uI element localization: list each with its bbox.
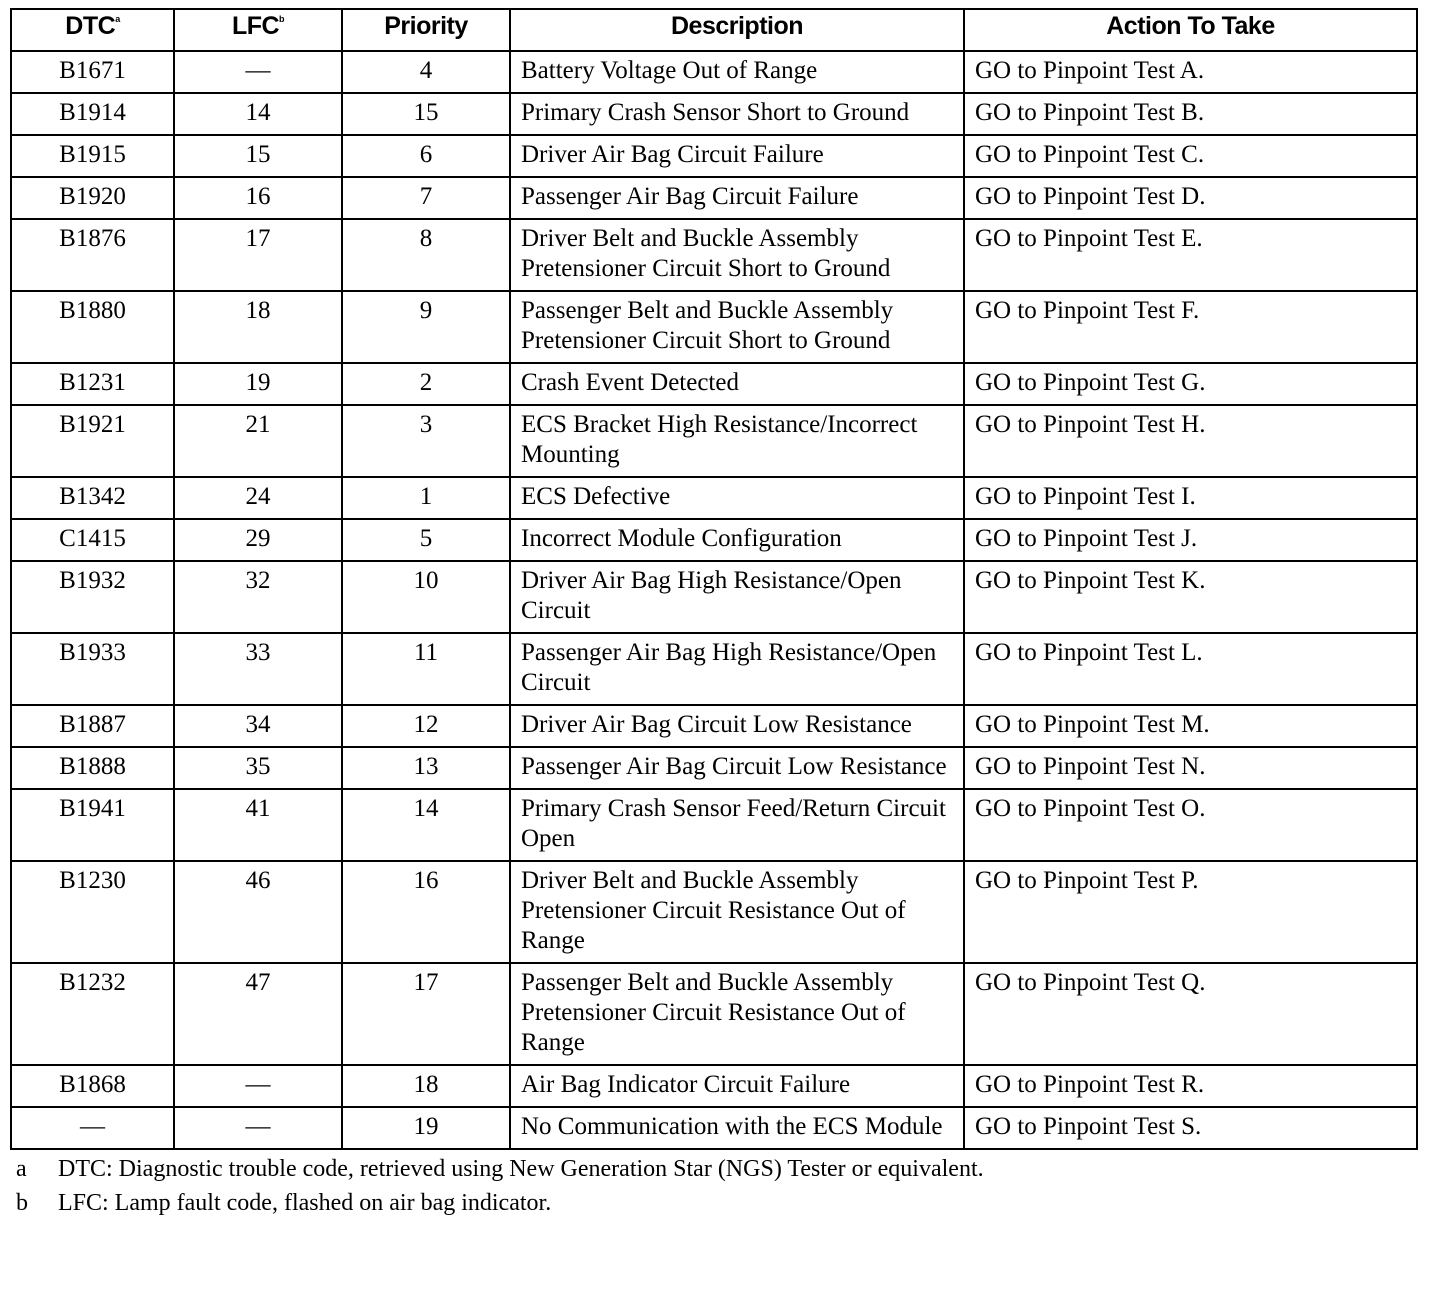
table-row: [11, 789, 1417, 861]
cell-action: GO to Pinpoint Test C.: [964, 135, 1417, 177]
table-row: [11, 219, 1417, 291]
cell-description: ECS Bracket High Resistance/Incorrect Mounting: [510, 405, 964, 477]
cell-action: GO to Pinpoint Test D.: [964, 177, 1417, 219]
cell-description: Driver Air Bag Circuit Low Resistance: [510, 705, 964, 747]
cell-lfc: —: [174, 51, 342, 93]
header-description: Description: [510, 9, 964, 51]
cell-dtc: B1232: [11, 963, 174, 1065]
cell-lfc: 15: [174, 135, 342, 177]
cell-dtc: B1933: [11, 633, 174, 705]
cell-priority: 4: [342, 51, 510, 93]
cell-priority: 14: [342, 789, 510, 861]
cell-priority: 12: [342, 705, 510, 747]
cell-description: No Communication with the ECS Module: [510, 1107, 964, 1149]
cell-action: GO to Pinpoint Test G.: [964, 363, 1417, 405]
cell-priority: 18: [342, 1065, 510, 1107]
table-body: [11, 51, 1417, 1149]
cell-dtc: B1868: [11, 1065, 174, 1107]
cell-action: GO to Pinpoint Test N.: [964, 747, 1417, 789]
cell-lfc: 33: [174, 633, 342, 705]
cell-priority: 13: [342, 747, 510, 789]
cell-action: GO to Pinpoint Test R.: [964, 1065, 1417, 1107]
cell-description: Driver Belt and Buckle Assembly Pretensioner Circuit Resistance Out of Range: [510, 861, 964, 963]
cell-lfc: 32: [174, 561, 342, 633]
footnote-mark-a: a: [115, 14, 120, 24]
cell-priority: 10: [342, 561, 510, 633]
table-row: [11, 51, 1417, 93]
table-row: [11, 861, 1417, 963]
table-row: [11, 477, 1417, 519]
cell-action: GO to Pinpoint Test K.: [964, 561, 1417, 633]
cell-lfc: 34: [174, 705, 342, 747]
cell-priority: 15: [342, 93, 510, 135]
dtc-reference-page: [10, 8, 1418, 1218]
cell-dtc: B1671: [11, 51, 174, 93]
cell-priority: 2: [342, 363, 510, 405]
cell-description: Passenger Air Bag Circuit Low Resistance: [510, 747, 964, 789]
cell-priority: 5: [342, 519, 510, 561]
cell-lfc: —: [174, 1065, 342, 1107]
table-row: [11, 633, 1417, 705]
cell-action: GO to Pinpoint Test H.: [964, 405, 1417, 477]
footnote: [10, 1154, 1418, 1184]
table-row: [11, 405, 1417, 477]
cell-action: GO to Pinpoint Test M.: [964, 705, 1417, 747]
table-row: [11, 1107, 1417, 1149]
cell-description: Passenger Belt and Buckle Assembly Pretensioner Circuit Short to Ground: [510, 291, 964, 363]
cell-dtc: B1920: [11, 177, 174, 219]
cell-action: GO to Pinpoint Test L.: [964, 633, 1417, 705]
cell-description: Primary Crash Sensor Feed/Return Circuit Open: [510, 789, 964, 861]
cell-dtc: C1415: [11, 519, 174, 561]
table-row: [11, 519, 1417, 561]
cell-priority: 3: [342, 405, 510, 477]
cell-description: Incorrect Module Configuration: [510, 519, 964, 561]
cell-action: GO to Pinpoint Test S.: [964, 1107, 1417, 1149]
header-action: Action To Take: [964, 9, 1417, 51]
header-row: [11, 9, 1417, 51]
cell-lfc: 14: [174, 93, 342, 135]
table-row: [11, 177, 1417, 219]
cell-dtc: B1888: [11, 747, 174, 789]
cell-dtc: B1876: [11, 219, 174, 291]
cell-lfc: 35: [174, 747, 342, 789]
cell-description: Driver Air Bag Circuit Failure: [510, 135, 964, 177]
footnote-marker: b: [16, 1190, 28, 1216]
cell-action: GO to Pinpoint Test I.: [964, 477, 1417, 519]
table-row: [11, 93, 1417, 135]
cell-lfc: 29: [174, 519, 342, 561]
cell-description: Driver Air Bag High Resistance/Open Circuit: [510, 561, 964, 633]
cell-priority: 7: [342, 177, 510, 219]
cell-lfc: 41: [174, 789, 342, 861]
cell-action: GO to Pinpoint Test Q.: [964, 963, 1417, 1065]
footnote: [10, 1188, 1418, 1218]
cell-dtc: B1932: [11, 561, 174, 633]
cell-action: GO to Pinpoint Test F.: [964, 291, 1417, 363]
cell-description: Passenger Air Bag High Resistance/Open Circuit: [510, 633, 964, 705]
header-lfc: LFC$^b$: [174, 9, 342, 51]
table-row: [11, 747, 1417, 789]
cell-dtc: B1342: [11, 477, 174, 519]
cell-lfc: —: [174, 1107, 342, 1149]
cell-description: Battery Voltage Out of Range: [510, 51, 964, 93]
cell-lfc: 19: [174, 363, 342, 405]
cell-action: GO to Pinpoint Test A.: [964, 51, 1417, 93]
cell-lfc: 46: [174, 861, 342, 963]
table-row: [11, 363, 1417, 405]
cell-priority: 19: [342, 1107, 510, 1149]
table-row: [11, 561, 1417, 633]
cell-priority: 11: [342, 633, 510, 705]
footnote-marker: a: [16, 1156, 27, 1182]
cell-priority: 9: [342, 291, 510, 363]
cell-lfc: 17: [174, 219, 342, 291]
dtc-table: [10, 8, 1418, 1150]
header-dtc: DTC$^a$: [11, 9, 174, 51]
cell-lfc: 18: [174, 291, 342, 363]
cell-priority: 16: [342, 861, 510, 963]
table-row: [11, 135, 1417, 177]
cell-priority: 1: [342, 477, 510, 519]
cell-action: GO to Pinpoint Test B.: [964, 93, 1417, 135]
footnote-text: DTC: Diagnostic trouble code, retrieved using New Generation Star (NGS) Tester or equivalent.: [58, 1156, 984, 1182]
cell-priority: 8: [342, 219, 510, 291]
cell-description: Passenger Belt and Buckle Assembly Pretensioner Circuit Resistance Out of Range: [510, 963, 964, 1065]
cell-priority: 17: [342, 963, 510, 1065]
header-priority: Priority: [342, 9, 510, 51]
cell-dtc: B1231: [11, 363, 174, 405]
cell-action: GO to Pinpoint Test J.: [964, 519, 1417, 561]
cell-lfc: 47: [174, 963, 342, 1065]
footnotes: [10, 1154, 1418, 1218]
cell-action: GO to Pinpoint Test P.: [964, 861, 1417, 963]
cell-dtc: B1880: [11, 291, 174, 363]
cell-description: Driver Belt and Buckle Assembly Pretensioner Circuit Short to Ground: [510, 219, 964, 291]
cell-dtc: B1914: [11, 93, 174, 135]
cell-description: Primary Crash Sensor Short to Ground: [510, 93, 964, 135]
cell-dtc: B1921: [11, 405, 174, 477]
footnote-mark-b: b: [279, 14, 285, 24]
cell-action: GO to Pinpoint Test O.: [964, 789, 1417, 861]
cell-description: Crash Event Detected: [510, 363, 964, 405]
table-row: [11, 291, 1417, 363]
cell-priority: 6: [342, 135, 510, 177]
cell-dtc: B1230: [11, 861, 174, 963]
cell-dtc: —: [11, 1107, 174, 1149]
table-row: [11, 963, 1417, 1065]
cell-lfc: 16: [174, 177, 342, 219]
cell-lfc: 24: [174, 477, 342, 519]
footnote-text: LFC: Lamp fault code, flashed on air bag indicator.: [58, 1190, 552, 1216]
cell-lfc: 21: [174, 405, 342, 477]
table-row: [11, 705, 1417, 747]
cell-description: ECS Defective: [510, 477, 964, 519]
cell-description: Air Bag Indicator Circuit Failure: [510, 1065, 964, 1107]
cell-dtc: B1887: [11, 705, 174, 747]
cell-description: Passenger Air Bag Circuit Failure: [510, 177, 964, 219]
cell-dtc: B1915: [11, 135, 174, 177]
table-row: [11, 1065, 1417, 1107]
cell-dtc: B1941: [11, 789, 174, 861]
cell-action: GO to Pinpoint Test E.: [964, 219, 1417, 291]
